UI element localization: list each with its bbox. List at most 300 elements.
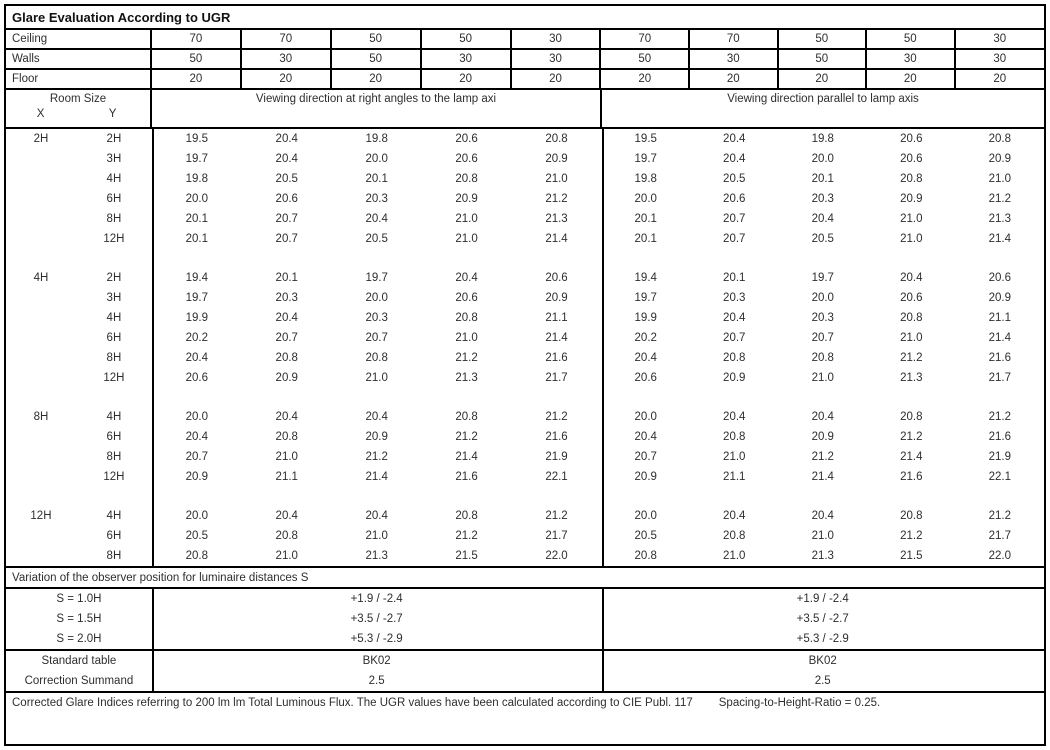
- ugr-value: 20.6: [455, 153, 478, 165]
- ugr-value: 20.7: [275, 213, 298, 225]
- room-y-label: 4H: [106, 411, 122, 423]
- ugr-value: 20.8: [455, 312, 478, 324]
- ugr-value: 20.8: [275, 431, 298, 443]
- ugr-row: [6, 189, 1044, 209]
- ugr-value: 21.7: [988, 530, 1011, 542]
- ugr-row: [6, 288, 1044, 308]
- ugr-value: 21.3: [365, 550, 388, 562]
- surface-value: 50: [779, 50, 868, 68]
- room-y-label: 8H: [106, 550, 122, 562]
- column-divider: [152, 589, 154, 649]
- ugr-value: 21.2: [545, 510, 568, 522]
- ugr-value: 21.0: [900, 213, 923, 225]
- ugr-value: 20.4: [723, 133, 746, 145]
- ugr-value: 21.0: [545, 173, 568, 185]
- ugr-value: 20.8: [455, 173, 478, 185]
- footer-ratio: Spacing-to-Height-Ratio = 0.25.: [718, 697, 881, 709]
- ugr-value: 20.4: [365, 510, 388, 522]
- viewing-direction-right-angles-header: Viewing direction at right angles to the lamp axi: [152, 90, 602, 127]
- ugr-value: 19.5: [185, 133, 209, 145]
- ugr-value: 21.6: [455, 471, 478, 483]
- ugr-row: [6, 209, 1044, 229]
- ugr-value: 20.4: [275, 153, 298, 165]
- ugr-value: 20.8: [900, 510, 923, 522]
- surface-value: 50: [422, 30, 512, 48]
- ugr-value: 20.5: [365, 233, 388, 245]
- surface-value: 70: [242, 30, 332, 48]
- surface-value: 50: [332, 30, 422, 48]
- ugr-value: 20.8: [811, 352, 834, 364]
- room-y-label: 12H: [103, 233, 125, 245]
- ugr-value: 20.1: [185, 213, 209, 225]
- ugr-value: 19.8: [811, 133, 834, 145]
- room-y-label: 6H: [106, 530, 122, 542]
- ugr-value: 22.0: [545, 550, 568, 562]
- variation-value-right: +5.3 / -2.9: [796, 633, 849, 645]
- ugr-value: 20.4: [634, 431, 657, 443]
- ugr-value: 20.8: [365, 352, 388, 364]
- ugr-value: 19.7: [185, 153, 209, 165]
- room-y-label: 4H: [106, 173, 122, 185]
- ugr-value: 20.0: [634, 510, 657, 522]
- ugr-value: 20.6: [455, 133, 478, 145]
- ugr-value: 21.4: [988, 233, 1011, 245]
- summary-value-left: 2.5: [368, 675, 385, 687]
- ugr-value: 19.7: [185, 292, 209, 304]
- room-x-label: 2H: [33, 133, 49, 145]
- ugr-value: 20.4: [275, 312, 298, 324]
- ugr-value: 20.1: [634, 213, 657, 225]
- ugr-value: 19.9: [634, 312, 657, 324]
- ugr-value: 20.4: [185, 352, 209, 364]
- ugr-value: 20.7: [723, 332, 746, 344]
- ugr-value: 19.7: [811, 272, 834, 284]
- surface-value: 30: [422, 50, 512, 68]
- ugr-value: 21.2: [545, 193, 568, 205]
- room-size-axes: [6, 108, 150, 127]
- ugr-value: 20.7: [634, 451, 657, 463]
- ugr-value: 20.0: [185, 510, 209, 522]
- ugr-value: 19.4: [185, 272, 209, 284]
- room-size-header: [6, 90, 152, 127]
- ugr-value: 20.9: [455, 193, 478, 205]
- ugr-value: 20.6: [900, 133, 923, 145]
- ugr-value: 21.3: [900, 372, 923, 384]
- room-x-label: 4H: [33, 272, 49, 284]
- ugr-value: 21.4: [545, 332, 568, 344]
- ugr-value: 20.9: [185, 471, 209, 483]
- ugr-value: 20.4: [634, 352, 657, 364]
- ugr-value: 20.7: [723, 213, 746, 225]
- ugr-value: 21.4: [811, 471, 834, 483]
- block-spacer: [6, 487, 1044, 506]
- variation-s-label: S = 1.0H: [56, 593, 102, 605]
- surface-value: 20: [422, 70, 512, 88]
- ugr-value: 21.0: [723, 550, 746, 562]
- ugr-value: 21.5: [455, 550, 478, 562]
- surface-value: 20: [690, 70, 779, 88]
- surface-value: 30: [690, 50, 779, 68]
- ugr-value: 20.7: [275, 233, 298, 245]
- ugr-value: 20.0: [811, 292, 834, 304]
- summary-label: Correction Summand: [24, 675, 134, 687]
- surface-label: Ceiling: [6, 30, 152, 48]
- ugr-value: 21.1: [723, 471, 746, 483]
- ugr-value: 20.4: [275, 133, 298, 145]
- ugr-value: 20.4: [811, 411, 834, 423]
- ugr-value: 20.2: [634, 332, 657, 344]
- ugr-value: 20.4: [365, 213, 388, 225]
- ugr-value: 21.2: [545, 411, 568, 423]
- ugr-value: 21.7: [545, 372, 568, 384]
- ugr-value: 21.2: [455, 352, 478, 364]
- surface-value: 30: [993, 33, 1007, 45]
- ugr-value: 21.5: [900, 550, 923, 562]
- ugr-value: 20.1: [365, 173, 388, 185]
- block-spacer: [6, 388, 1044, 407]
- ugr-value: 21.0: [275, 451, 298, 463]
- ugr-value: 20.9: [723, 372, 746, 384]
- summary-label: Standard table: [41, 655, 117, 667]
- ugr-value: 22.1: [545, 471, 568, 483]
- ugr-value: 22.1: [988, 471, 1011, 483]
- surface-value: 20: [601, 70, 690, 88]
- ugr-row: [6, 149, 1044, 169]
- ugr-value: 20.8: [275, 352, 298, 364]
- ugr-value: 20.8: [988, 133, 1011, 145]
- y-axis-label: Y: [108, 108, 117, 120]
- ugr-value: 21.0: [455, 213, 478, 225]
- ugr-value: 21.0: [365, 530, 388, 542]
- ugr-value: 20.2: [185, 332, 209, 344]
- ugr-row: [6, 348, 1044, 368]
- ugr-value: 20.5: [185, 530, 209, 542]
- ugr-value: 20.8: [455, 510, 478, 522]
- table-title: Glare Evaluation According to UGR: [6, 6, 1044, 30]
- ugr-value: 22.0: [988, 550, 1011, 562]
- ugr-value: 21.7: [545, 530, 568, 542]
- ugr-value: 21.3: [545, 213, 568, 225]
- surface-value: 50: [332, 50, 422, 68]
- ugr-value: 21.9: [988, 451, 1011, 463]
- ugr-value: 20.6: [455, 292, 478, 304]
- ugr-value: 21.2: [988, 411, 1011, 423]
- surface-value: 20: [993, 73, 1007, 85]
- ugr-value: 20.8: [185, 550, 209, 562]
- ugr-value: 20.4: [275, 510, 298, 522]
- variation-value-right: +1.9 / -2.4: [796, 593, 849, 605]
- ugr-value: 21.3: [811, 550, 834, 562]
- ugr-value: 21.0: [900, 332, 923, 344]
- ugr-value: 20.9: [811, 431, 834, 443]
- ugr-value: 21.2: [455, 530, 478, 542]
- variation-row: [6, 609, 1044, 629]
- ugr-value: 20.9: [365, 431, 388, 443]
- ugr-value: 20.6: [723, 193, 746, 205]
- ugr-value: 20.5: [723, 173, 746, 185]
- ugr-row: [6, 328, 1044, 348]
- summary-section: [6, 649, 1044, 691]
- surface-value: 30: [242, 50, 332, 68]
- surface-value: 30: [512, 30, 602, 48]
- ugr-value: 19.4: [634, 272, 657, 284]
- ugr-value: 20.1: [634, 233, 657, 245]
- surface-value: 30: [993, 53, 1007, 65]
- summary-row: [6, 671, 1044, 691]
- ugr-value: 20.4: [723, 312, 746, 324]
- room-y-label: 3H: [106, 153, 122, 165]
- ugr-value: 20.5: [634, 530, 657, 542]
- ugr-value: 20.0: [365, 292, 388, 304]
- ugr-value: 21.3: [988, 213, 1011, 225]
- ugr-value: 20.9: [988, 153, 1011, 165]
- ugr-value: 20.7: [811, 332, 834, 344]
- ugr-value: 21.6: [988, 352, 1011, 364]
- ugr-value: 20.8: [723, 352, 746, 364]
- ugr-value: 20.0: [811, 153, 834, 165]
- ugr-value: 20.4: [811, 213, 834, 225]
- ugr-row: [6, 526, 1044, 546]
- surface-value: 70: [152, 30, 242, 48]
- room-y-label: 8H: [106, 352, 122, 364]
- room-y-label: 8H: [106, 451, 122, 463]
- room-y-label: 3H: [106, 292, 122, 304]
- ugr-value: 21.4: [365, 471, 388, 483]
- surface-value: 20: [152, 70, 242, 88]
- ugr-value: 20.5: [811, 233, 834, 245]
- ugr-row: [6, 467, 1044, 487]
- variation-s-label: S = 2.0H: [56, 633, 102, 645]
- ugr-value: 20.8: [900, 411, 923, 423]
- ugr-value: 20.8: [275, 530, 298, 542]
- ugr-value: 19.7: [365, 272, 388, 284]
- ugr-value: 21.9: [545, 451, 568, 463]
- ugr-value: 20.6: [900, 292, 923, 304]
- room-y-label: 8H: [106, 213, 122, 225]
- surface-value: 70: [690, 30, 779, 48]
- column-header-row: [6, 90, 1044, 129]
- ugr-value: 20.6: [185, 372, 209, 384]
- ugr-value: 20.4: [365, 411, 388, 423]
- footer-note: [6, 691, 1044, 744]
- surface-value: 20: [332, 70, 422, 88]
- ugr-value: 20.6: [634, 372, 657, 384]
- room-y-label: 4H: [106, 312, 122, 324]
- ugr-value: 21.6: [900, 471, 923, 483]
- surface-value: 70: [601, 30, 690, 48]
- room-size-title: Room Size: [49, 93, 107, 105]
- variation-row: [6, 629, 1044, 649]
- ugr-value: 20.4: [723, 411, 746, 423]
- surface-reflectance-header: [6, 30, 1044, 90]
- ugr-value: 20.7: [185, 451, 209, 463]
- ugr-value: 21.6: [545, 431, 568, 443]
- summary-value-left: BK02: [362, 655, 391, 667]
- ugr-value: 21.1: [988, 312, 1011, 324]
- ugr-value: 20.4: [723, 510, 746, 522]
- ugr-value: 21.0: [811, 372, 834, 384]
- ugr-value: 20.8: [723, 530, 746, 542]
- ugr-value: 20.0: [634, 193, 657, 205]
- ugr-values-body: [6, 129, 1044, 566]
- surface-label: Floor: [6, 70, 152, 88]
- footer-text: Corrected Glare Indices referring to 200 lm lm Total Luminous Flux. The UGR values have been calculated according to CIE Publ. 117: [12, 697, 693, 709]
- ugr-value: 21.2: [365, 451, 388, 463]
- ugr-value: 21.1: [545, 312, 568, 324]
- ugr-value: 21.4: [455, 451, 478, 463]
- surface-value: 50: [601, 50, 690, 68]
- ugr-value: 20.1: [811, 173, 834, 185]
- viewing-direction-parallel-header: Viewing direction parallel to lamp axis: [727, 93, 919, 105]
- ugr-value: 20.6: [900, 153, 923, 165]
- ugr-value: 20.1: [275, 272, 298, 284]
- summary-value-right: 2.5: [814, 675, 831, 687]
- ugr-value: 21.0: [365, 372, 388, 384]
- room-y-label: 4H: [106, 510, 122, 522]
- ugr-row: [6, 427, 1044, 447]
- column-divider: [152, 651, 154, 691]
- ugr-value: 21.4: [988, 332, 1011, 344]
- variation-value-left: +3.5 / -2.7: [350, 613, 403, 625]
- ugr-value: 20.6: [545, 272, 568, 284]
- surface-value: 50: [152, 50, 242, 68]
- x-axis-label: X: [36, 108, 45, 120]
- ugr-value: 20.3: [811, 193, 834, 205]
- ugr-value: 20.0: [185, 193, 209, 205]
- ugr-value: 20.0: [185, 411, 209, 423]
- room-y-label: 2H: [106, 272, 122, 284]
- ugr-value: 21.0: [988, 173, 1011, 185]
- room-x-label: 8H: [33, 411, 49, 423]
- ugr-value: 21.0: [723, 451, 746, 463]
- ugr-value: 20.9: [634, 471, 657, 483]
- variation-value-right: +3.5 / -2.7: [796, 613, 849, 625]
- room-x-label: 12H: [30, 510, 52, 522]
- room-y-label: 12H: [103, 471, 125, 483]
- ugr-value: 20.0: [634, 411, 657, 423]
- ugr-value: 20.3: [723, 292, 746, 304]
- ugr-value: 19.8: [634, 173, 657, 185]
- ugr-value: 21.4: [900, 451, 923, 463]
- variation-s-label: S = 1.5H: [56, 613, 102, 625]
- ugr-row: [6, 368, 1044, 388]
- ugr-value: 20.1: [723, 272, 746, 284]
- ugr-value: 20.3: [275, 292, 298, 304]
- room-y-label: 2H: [106, 133, 122, 145]
- ugr-value: 20.8: [455, 411, 478, 423]
- summary-value-right: BK02: [808, 655, 837, 667]
- ugr-value: 20.8: [634, 550, 657, 562]
- ugr-row: [6, 447, 1044, 467]
- ugr-value: 20.8: [900, 173, 923, 185]
- room-y-label: 6H: [106, 332, 122, 344]
- room-y-label: 12H: [103, 372, 125, 384]
- surface-row: [6, 70, 1044, 90]
- ugr-row: [6, 129, 1044, 149]
- surface-value: 20: [242, 70, 332, 88]
- ugr-row: [6, 268, 1044, 288]
- ugr-value: 21.0: [811, 530, 834, 542]
- ugr-value: 21.2: [988, 510, 1011, 522]
- ugr-value: 20.4: [275, 411, 298, 423]
- ugr-row: [6, 546, 1044, 566]
- ugr-value: 20.3: [811, 312, 834, 324]
- ugr-value: 21.7: [988, 372, 1011, 384]
- ugr-value: 20.7: [275, 332, 298, 344]
- column-divider: [152, 129, 154, 566]
- ugr-value: 20.9: [988, 292, 1011, 304]
- surface-row: [6, 50, 1044, 70]
- ugr-value: 20.8: [545, 133, 568, 145]
- ugr-value: 21.3: [455, 372, 478, 384]
- ugr-value: 21.2: [900, 352, 923, 364]
- ugr-value: 20.4: [900, 272, 923, 284]
- ugr-value: 20.7: [723, 233, 746, 245]
- ugr-value: 20.3: [365, 193, 388, 205]
- ugr-value: 20.6: [275, 193, 298, 205]
- surface-value: 20: [779, 70, 868, 88]
- ugr-value: 20.4: [811, 510, 834, 522]
- ugr-value: 20.6: [988, 272, 1011, 284]
- ugr-value: 21.4: [545, 233, 568, 245]
- ugr-value: 20.4: [185, 431, 209, 443]
- glare-evaluation-table: [4, 4, 1046, 746]
- variation-section-header: Variation of the observer position for luminaire distances S: [6, 566, 1044, 589]
- ugr-value: 19.8: [365, 133, 388, 145]
- ugr-value: 21.2: [811, 451, 834, 463]
- ugr-value: 21.0: [455, 233, 478, 245]
- ugr-value: 21.0: [275, 550, 298, 562]
- surface-value: 30: [867, 50, 956, 68]
- ugr-value: 21.2: [900, 530, 923, 542]
- ugr-value: 19.7: [634, 292, 657, 304]
- ugr-value: 20.9: [900, 193, 923, 205]
- ugr-value: 21.0: [455, 332, 478, 344]
- surface-value: 30: [512, 50, 602, 68]
- ugr-value: 20.9: [545, 153, 568, 165]
- ugr-value: 21.0: [900, 233, 923, 245]
- ugr-value: 20.8: [723, 431, 746, 443]
- column-divider: [602, 129, 604, 566]
- ugr-row: [6, 407, 1044, 427]
- ugr-row: [6, 308, 1044, 328]
- variation-values-section: [6, 589, 1044, 649]
- summary-row: [6, 651, 1044, 671]
- ugr-value: 20.3: [365, 312, 388, 324]
- ugr-value: 20.8: [900, 312, 923, 324]
- surface-value: 50: [779, 30, 868, 48]
- ugr-value: 21.6: [988, 431, 1011, 443]
- variation-row: [6, 589, 1044, 609]
- variation-value-left: +1.9 / -2.4: [350, 593, 403, 605]
- ugr-value: 20.4: [455, 272, 478, 284]
- ugr-value: 21.2: [988, 193, 1011, 205]
- block-spacer: [6, 249, 1044, 268]
- surface-row: [6, 30, 1044, 50]
- ugr-value: 20.1: [185, 233, 209, 245]
- ugr-row: [6, 506, 1044, 526]
- surface-label: Walls: [6, 50, 152, 68]
- surface-value: 20: [512, 70, 602, 88]
- ugr-value: 19.7: [634, 153, 657, 165]
- ugr-value: 20.4: [723, 153, 746, 165]
- column-divider: [602, 651, 604, 691]
- ugr-row: [6, 229, 1044, 249]
- ugr-value: 20.0: [365, 153, 388, 165]
- ugr-value: 19.5: [634, 133, 657, 145]
- ugr-value: 20.9: [275, 372, 298, 384]
- ugr-value: 20.7: [365, 332, 388, 344]
